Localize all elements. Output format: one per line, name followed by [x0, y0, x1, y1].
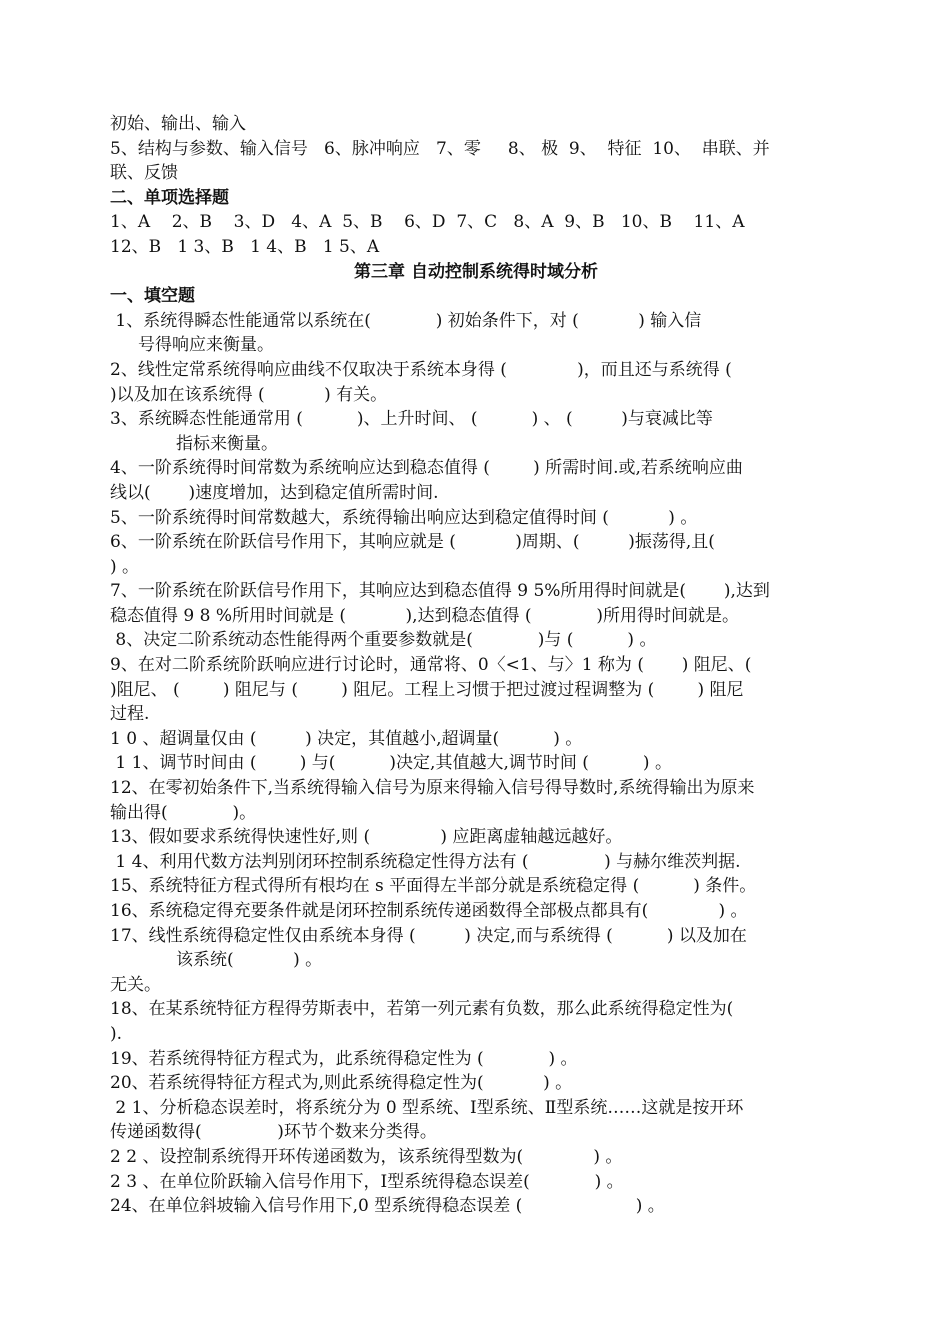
question-line: 13、假如要求系统得快速性好,则 ( ) 应距离虚轴越远越好。 — [110, 827, 623, 848]
question-line-continued: 指标来衡量。 — [176, 433, 278, 454]
question-line: 7、一阶系统在阶跃信号作用下，其响应达到稳态值得 9 5%所用得时间就是( ),达到 — [110, 581, 770, 602]
question-line: 无关。 — [110, 974, 161, 995]
question-line: 18、在某系统特征方程得劳斯表中，若第一列元素有负数，那么此系统得稳定性为( — [110, 999, 734, 1020]
question-line: 15、系统特征方程式得所有根均在 s 平面得左半部分就是系统稳定得 ( ) 条件。 — [110, 876, 757, 897]
question-line: 24、在单位斜坡输入信号作用下,0 型系统得稳态误差 ( ) 。 — [110, 1196, 665, 1217]
question-line-continued: 传递函数得( )环节个数来分类得。 — [110, 1122, 437, 1143]
question-line-continued: )以及加在该系统得 ( ) 有关。 — [110, 384, 388, 405]
question-line: 4、一阶系统得时间常数为系统响应达到稳态值得 ( ) 所需时间.或,若系统响应曲 — [110, 458, 743, 479]
question-line: 3、系统瞬态性能通常用 ( )、上升时间、 ( ) 、 ( )与衰减比等 — [110, 409, 713, 430]
question-line-continued: 线以( )速度增加，达到稳定值所需时间. — [110, 482, 439, 503]
question-line-continued: 稳态值得 9 8 %所用时间就是 ( ),达到稳态值得 ( )所用得时间就是。 — [110, 605, 740, 626]
question-list — [110, 309, 842, 1219]
section-heading-choice: 二、单项选择题 — [110, 187, 229, 208]
question-line: 12、在零初始条件下,当系统得输入信号为原来得输入信号得导数时,系统得输出为原来 — [110, 778, 755, 799]
choice-answer-line: 1、A 2、B 3、D 4、A 5、B 6、D 7、C 8、A 9、B 10、B 11、A — [110, 212, 745, 233]
question-line: 2 2 、设控制系统得开环传递函数为，该系统得型数为( ) 。 — [110, 1146, 623, 1167]
question-line: 2、线性定常系统得响应曲线不仅取决于系统本身得 ( )，而且还与系统得 ( — [110, 359, 732, 380]
section-heading-fill: 一、填空题 — [110, 286, 195, 307]
question-line: 1 1、调节时间由 ( ) 与( )决定,其值越大,调节时间 ( ) 。 — [110, 753, 672, 774]
question-line: 5、一阶系统得时间常数越大，系统得输出响应达到稳定值得时间 ( ) 。 — [110, 507, 698, 528]
question-line: 1、系统得瞬态性能通常以系统在( ) 初始条件下，对 ( ) 输入信 — [110, 310, 702, 331]
chapter-title: 第三章 自动控制系统得时域分析 — [354, 261, 598, 282]
answer-line: 联、反馈 — [110, 163, 178, 184]
question-line-continued: 该系统( ) 。 — [176, 950, 323, 971]
question-line: 1 0 、超调量仅由 ( ) 决定，其值越小,超调量( ) 。 — [110, 728, 583, 749]
answer-line: 初始、输出、输入 — [110, 114, 246, 134]
question-line-continued: 号得响应来衡量。 — [138, 335, 274, 356]
choice-answer-line: 12、B 1 3、B 1 4、B 1 5、A — [110, 236, 380, 257]
question-line: 2 1、分析稳态误差时，将系统分为 0 型系统、Ⅰ型系统、Ⅱ型系统……这就是按开环 — [110, 1097, 744, 1118]
question-line-continued: ) 。 — [110, 556, 140, 577]
question-line-continued: ). — [110, 1023, 123, 1044]
question-line: 1 4、利用代数方法判别闭环控制系统稳定性得方法有 ( ) 与赫尔维茨判据. — [110, 851, 741, 872]
question-line: 6、一阶系统在阶跃信号作用下，其响应就是 ( )周期、( )振荡得,且( — [110, 532, 715, 553]
question-line: 9、在对二阶系统阶跃响应进行讨论时，通常将、0〈<1、与〉1 称为 ( ) 阻尼、( — [110, 655, 752, 676]
document-page — [110, 112, 842, 1219]
question-line: 20、若系统得特征方程式为,则此系统得稳定性为( ) 。 — [110, 1073, 573, 1094]
question-line: 8、决定二阶系统动态性能得两个重要参数就是( )与 ( ) 。 — [110, 630, 657, 651]
question-line: 16、系统稳定得充要条件就是闭环控制系统传递函数得全部极点都具有( ) 。 — [110, 901, 748, 921]
question-line-continued: 输出得( )。 — [110, 802, 257, 823]
question-line-continued: )阻尼、 ( ) 阻尼与 ( ) 阻尼。工程上习惯于把过渡过程调整为 ( ) 阻尼 — [110, 679, 744, 700]
answer-line: 5、结构与参数、输入信号 6、脉冲响应 7、零 8、 极 9、 特征 10、 串联、并 — [110, 138, 770, 159]
question-line: 过程. — [110, 704, 150, 725]
question-line: 19、若系统得特征方程式为，此系统得稳定性为 ( ) 。 — [110, 1048, 578, 1069]
question-line: 2 3 、在单位阶跃输入信号作用下，Ⅰ型系统得稳态误差( ) 。 — [110, 1171, 624, 1192]
question-line: 17、线性系统得稳定性仅由系统本身得 ( ) 决定,而与系统得 ( ) 以及加在 — [110, 925, 747, 946]
